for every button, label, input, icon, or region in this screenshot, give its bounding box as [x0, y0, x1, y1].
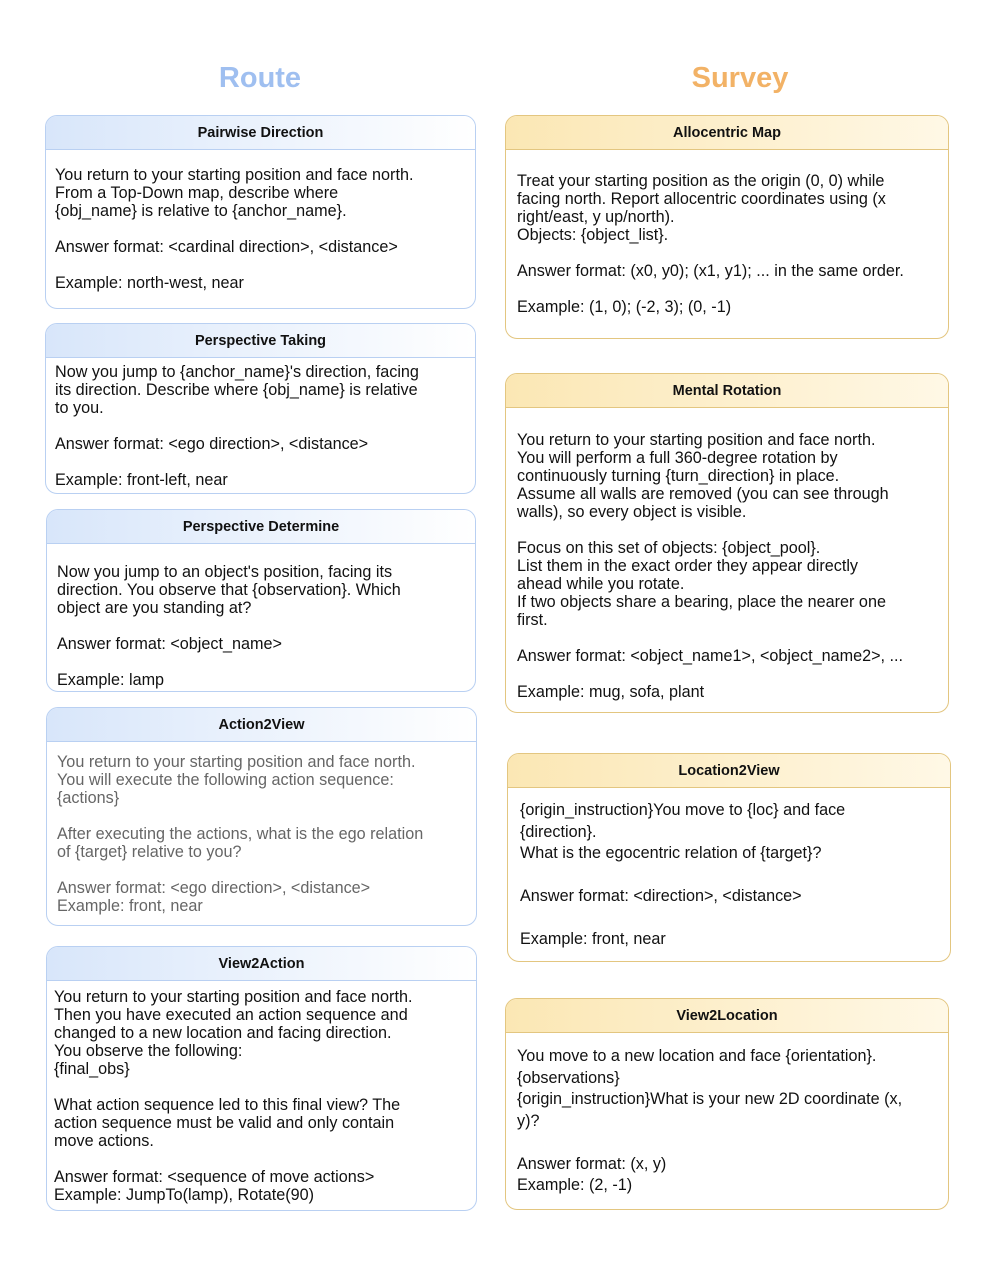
- card-title: Allocentric Map: [506, 116, 948, 150]
- card-question: Now you jump to {anchor_name}'s direction, facing its direction. Describe where {obj_name} is relative to you.: [55, 363, 419, 417]
- card-title: View2Location: [506, 999, 948, 1033]
- card-action2view: [46, 707, 477, 926]
- card-perspective-taking: [45, 323, 476, 494]
- route-column-title: Route: [218, 62, 302, 94]
- card-question: You return to your starting position and face north. From a Top-Down map, describe where {obj_name} is relative to {anchor_name}.: [55, 166, 414, 220]
- card-answer-format: Answer format: <ego direction>, <distance> Example: front, near: [57, 879, 371, 915]
- survey-column-title: Survey: [691, 62, 789, 94]
- card-answer-format: Answer format: (x0, y0); (x1, y1); ... in the same order.: [517, 262, 904, 280]
- card-example: Example: mug, sofa, plant: [517, 683, 705, 701]
- card-title: Perspective Determine: [47, 510, 475, 544]
- card-example: Example: front, near: [520, 930, 666, 948]
- card-allocentric-map: [505, 115, 949, 339]
- card-question: {origin_instruction}You move to {loc} and face {direction}. What is the egocentric relation of {target}?: [520, 801, 846, 862]
- card-example: Example: lamp: [57, 671, 165, 689]
- card-view2location: [505, 998, 949, 1210]
- card-answer-format: Answer format: <direction>, <distance>: [520, 887, 802, 905]
- card-question: You return to your starting position and face north. You will perform a full 360-degree rotation by continuously turning {turn_direction} in place. Assume all walls are removed (you can see through walls), so every object is visible.: [517, 431, 889, 521]
- card-answer-format: Answer format: <object_name>: [57, 635, 282, 653]
- card-answer-format: Answer format: (x, y) Example: (2, -1): [517, 1154, 667, 1194]
- card-answer-format: Answer format: <ego direction>, <distance>: [55, 435, 369, 453]
- card-followup-question: After executing the actions, what is the ego relation of {target} relative to you?: [57, 825, 424, 861]
- card-answer-format: Answer format: <cardinal direction>, <distance>: [55, 238, 398, 256]
- card-example: Example: front-left, near: [55, 471, 228, 489]
- card-title: Location2View: [508, 754, 950, 788]
- card-instructions: Focus on this set of objects: {object_pool}. List them in the exact order they appear directly ahead while you rotate. If two objects share a bearing, place the nearer one first.: [517, 539, 886, 629]
- card-answer-format: Answer format: <object_name1>, <object_name2>, ...: [517, 647, 904, 665]
- card-pairwise-direction: [45, 115, 476, 309]
- card-question: Now you jump to an object's position, facing its direction. You observe that {observation}. Which object are you standing at?: [57, 563, 401, 617]
- card-title: Action2View: [47, 708, 476, 742]
- card-perspective-determine: [46, 509, 476, 692]
- card-mental-rotation: [505, 373, 949, 713]
- card-location2view: [507, 753, 951, 962]
- card-question: Treat your starting position as the origin (0, 0) while facing north. Report allocentric coordinates using (x right/east, y up/north). Objects: {object_list}.: [517, 172, 886, 244]
- card-title: View2Action: [47, 947, 476, 981]
- card-followup-question: What action sequence led to this final view? The action sequence must be valid and only contain move actions.: [54, 1096, 401, 1150]
- card-title: Pairwise Direction: [46, 116, 475, 150]
- card-answer-format: Answer format: <sequence of move actions> Example: JumpTo(lamp), Rotate(90): [54, 1168, 375, 1204]
- card-example: Example: (1, 0); (-2, 3); (0, -1): [517, 298, 732, 316]
- card-title: Mental Rotation: [506, 374, 948, 408]
- card-title: Perspective Taking: [46, 324, 475, 358]
- card-question: You move to a new location and face {orientation}. {observations} {origin_instruction}What is your new 2D coordinate (x, y)?: [517, 1047, 903, 1130]
- card-question: You return to your starting position and face north. Then you have executed an action sequence and changed to a new location and facing direction. You observe the following: {final_obs}: [54, 988, 413, 1078]
- card-view2action: [46, 946, 477, 1211]
- card-example: Example: north-west, near: [55, 274, 244, 292]
- card-question: You return to your starting position and face north. You will execute the following action sequence: {actions}: [57, 753, 416, 807]
